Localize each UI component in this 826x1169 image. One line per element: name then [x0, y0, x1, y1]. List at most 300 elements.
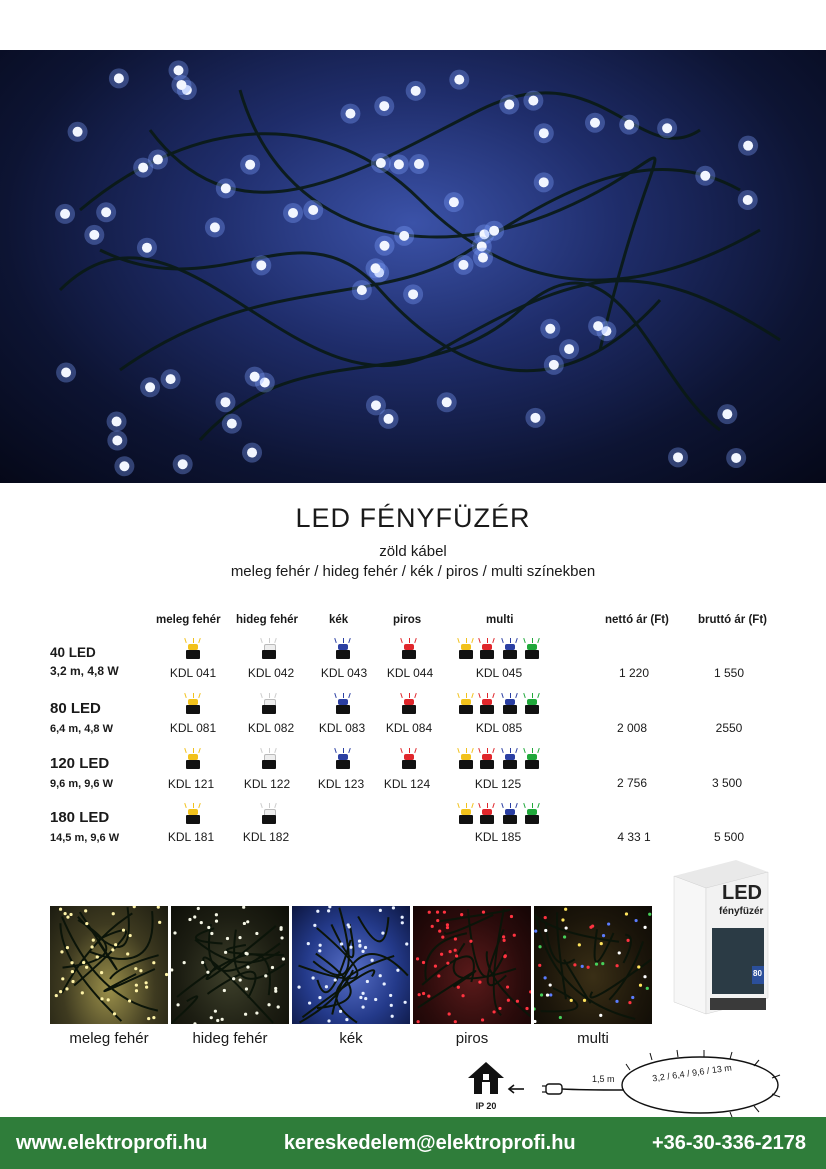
led-bulb: [206, 971, 209, 974]
code-multi: KDL 045: [475, 666, 523, 680]
led-bulb: [60, 950, 63, 953]
led-bulb: [193, 1022, 196, 1024]
led-bulb: [114, 943, 117, 946]
led-bulb: [59, 908, 62, 911]
led-bulb: [648, 913, 651, 916]
led-bulb: [334, 978, 337, 981]
led-bulb: [618, 951, 621, 954]
wire-strand: [422, 956, 474, 985]
led-bulb: [318, 996, 321, 999]
led-bulb: [538, 945, 541, 948]
led-bulb: [545, 324, 555, 334]
led-bulb: [449, 197, 459, 207]
wire-strand: [60, 923, 121, 1021]
led-bulb: [540, 993, 543, 996]
led-cold-icon: [262, 699, 276, 713]
led-bulb: [383, 982, 386, 985]
led-bulb: [197, 907, 200, 910]
led-bulb: [210, 1016, 213, 1019]
led-bulb: [498, 1007, 501, 1010]
led-bulb: [601, 962, 604, 965]
swatch-label: multi: [577, 1030, 609, 1047]
led-bulb: [361, 992, 364, 995]
led-bulb: [528, 96, 538, 106]
led-bulb: [625, 912, 628, 915]
led-bulb: [525, 1007, 528, 1010]
led-bulb: [129, 934, 132, 937]
led-bulb: [428, 911, 431, 914]
led-multi-icon: [459, 644, 473, 658]
led-bulb: [454, 75, 464, 85]
led-bulb: [238, 936, 241, 939]
led-bulb: [489, 226, 499, 236]
led-bulb: [244, 1013, 247, 1016]
led-bulb: [73, 127, 83, 137]
led-bulb: [673, 452, 683, 462]
led-bulb: [371, 400, 381, 410]
led-count: 40 LED: [50, 645, 96, 660]
led-bulb: [327, 909, 330, 912]
led-bulb: [504, 100, 514, 110]
led-bulb: [607, 922, 610, 925]
led-bulb: [404, 1001, 407, 1004]
led-bulb: [349, 946, 352, 949]
led-bulb: [66, 946, 69, 949]
led-blue-icon: [336, 644, 350, 658]
led-bulb: [158, 921, 161, 924]
led-bulb: [308, 1001, 311, 1004]
swatch-photo: [413, 906, 531, 1024]
led-bulb: [637, 965, 640, 968]
led-bulb: [602, 934, 605, 937]
led-bulb: [145, 382, 155, 392]
led-bulb: [147, 1017, 150, 1020]
led-bulb: [399, 231, 409, 241]
led-bulb: [101, 207, 111, 217]
led-bulb: [173, 931, 176, 934]
led-bulb: [583, 999, 586, 1002]
led-red-icon: [402, 644, 416, 658]
led-bulb: [503, 955, 506, 958]
led-bulb: [81, 991, 84, 994]
led-bulb: [590, 118, 600, 128]
led-bulb: [599, 1014, 602, 1017]
led-bulb: [226, 937, 229, 940]
led-bulb: [279, 928, 282, 931]
led-bulb: [478, 981, 481, 984]
package-badge: 80: [753, 969, 762, 978]
led-multi-icon: [459, 699, 473, 713]
led-bulb: [223, 989, 226, 992]
led-bulb: [544, 929, 547, 932]
row-label: [50, 809, 119, 844]
led-bulb: [411, 86, 421, 96]
led-bulb: [357, 285, 367, 295]
led-bulb: [327, 1019, 330, 1022]
led-multi-icon: [503, 699, 517, 713]
col-header-gross-price: bruttó ár (Ft): [698, 614, 767, 626]
led-bulb: [615, 964, 618, 967]
led-bulb: [358, 945, 361, 948]
wire-lead-length: 1,5 m: [592, 1074, 615, 1084]
led-bulb: [345, 1018, 348, 1021]
led-bulb: [340, 942, 343, 945]
led-blue-icon: [336, 699, 350, 713]
led-bulb: [359, 996, 362, 999]
led-bulb: [280, 936, 283, 939]
led-bulb: [227, 419, 237, 429]
code-red: KDL 124: [383, 777, 431, 791]
led-bulb: [448, 1012, 451, 1015]
led-bulb: [626, 939, 629, 942]
led-multi-icon: [525, 644, 539, 658]
led-bulb: [112, 435, 122, 445]
led-bulb: [591, 925, 594, 928]
led-blue-icon: [336, 754, 350, 768]
code-blue: KDL 083: [318, 721, 366, 735]
led-bulb: [215, 913, 218, 916]
led-bulb: [743, 141, 753, 151]
led-bulb: [631, 996, 634, 999]
led-bulb: [374, 998, 377, 1001]
led-count: 80 LED: [50, 700, 101, 717]
led-bulb: [394, 159, 404, 169]
led-bulb: [449, 950, 452, 953]
led-spec: 9,6 m, 9,6 W: [50, 778, 113, 790]
led-bulb: [600, 942, 603, 945]
led-bulb: [539, 128, 549, 138]
led-spec: 14,5 m, 9,6 W: [50, 832, 120, 844]
led-bulb: [513, 934, 516, 937]
led-bulb: [361, 950, 364, 953]
led-bulb: [578, 943, 581, 946]
subtitle-cable: zöld kábel: [379, 543, 447, 560]
led-bulb: [564, 344, 574, 354]
led-bulb: [391, 1015, 394, 1018]
led-bulb: [481, 1018, 484, 1021]
wire-strand: [557, 912, 566, 999]
led-bulb: [440, 953, 443, 956]
led-bulb: [510, 915, 513, 918]
led-bulb: [624, 120, 634, 130]
led-bulb: [61, 977, 64, 980]
led-bulb: [454, 937, 457, 940]
led-bulb: [85, 922, 88, 925]
led-bulb: [92, 939, 95, 942]
led-bulb: [565, 926, 568, 929]
led-bulb: [135, 989, 138, 992]
gross-price: 2550: [715, 721, 743, 735]
led-count: 120 LED: [50, 755, 110, 772]
led-bulb: [267, 1003, 270, 1006]
led-warm-icon: [186, 644, 200, 658]
led-bulb: [243, 922, 246, 925]
led-bulb: [255, 1011, 258, 1014]
led-multi-icon: [459, 809, 473, 823]
led-bulb: [478, 253, 488, 263]
led-bulb: [215, 920, 218, 923]
net-price: 4 33 1: [617, 830, 651, 844]
led-bulb: [277, 1005, 280, 1008]
col-header-cold: hideg fehér: [236, 614, 298, 626]
gross-price: 3 500: [711, 776, 743, 790]
led-bulb: [221, 183, 231, 193]
led-bulb: [126, 952, 129, 955]
led-bulb: [446, 962, 449, 965]
led-bulb: [559, 1016, 562, 1019]
led-bulb: [69, 913, 72, 916]
swatch-photo: [534, 906, 652, 1024]
led-warm-icon: [186, 809, 200, 823]
led-bulb: [297, 986, 300, 989]
code-red: KDL 084: [385, 721, 433, 735]
swatch-multi: [534, 906, 652, 1024]
led-bulb: [210, 932, 213, 935]
led-bulb: [239, 978, 242, 981]
led-bulb: [328, 906, 331, 908]
led-bulb: [71, 980, 74, 983]
swatch-photo: [292, 906, 410, 1024]
led-bulb: [114, 73, 124, 83]
wire-strand: [623, 935, 631, 963]
led-spec: 6,4 m, 4,8 W: [50, 723, 113, 735]
led-bulb: [100, 971, 103, 974]
led-bulb: [246, 965, 249, 968]
col-header-red: piros: [393, 614, 422, 626]
led-bulb: [544, 976, 547, 979]
led-bulb: [436, 911, 439, 914]
led-bulb: [546, 993, 549, 996]
led-bulb: [442, 397, 452, 407]
led-bulb: [529, 990, 531, 993]
row-label: [50, 755, 113, 790]
code-blue: KDL 043: [320, 666, 368, 680]
led-bulb: [220, 397, 230, 407]
led-bulb: [361, 1005, 364, 1008]
led-bulb: [133, 906, 136, 908]
led-multi-icon: [525, 699, 539, 713]
ip-label: IP 20: [475, 1101, 497, 1111]
led-bulb: [318, 949, 321, 952]
led-bulb: [157, 906, 160, 909]
led-bulb: [561, 918, 564, 921]
subtitle-colors: meleg fehér / hideg fehér / kék / piros / multi színekben: [230, 563, 596, 580]
swatch-cold-white: [171, 906, 289, 1024]
led-bulb: [112, 417, 122, 427]
led-bulb: [364, 946, 367, 949]
led-bulb: [422, 992, 425, 995]
led-bulb: [247, 448, 257, 458]
net-price: 2 756: [616, 776, 648, 790]
led-bulb: [416, 957, 419, 960]
led-bulb: [441, 936, 444, 939]
led-bulb: [539, 177, 549, 187]
led-bulb: [418, 993, 421, 996]
led-bulb: [534, 1020, 537, 1023]
led-bulb: [245, 160, 255, 170]
footer-phone[interactable]: +36-30-336-2178: [651, 1131, 806, 1154]
led-bulb: [436, 919, 439, 922]
gross-price: 5 500: [713, 830, 745, 844]
led-bulb: [366, 980, 369, 983]
led-bulb: [271, 966, 274, 969]
led-bulb: [414, 159, 424, 169]
led-bulb: [376, 158, 386, 168]
led-bulb: [646, 987, 649, 990]
led-bulb: [139, 969, 142, 972]
led-bulb: [113, 1012, 116, 1015]
gross-price: 1 550: [713, 666, 745, 680]
swatch-red: [413, 906, 531, 1024]
led-bulb: [112, 912, 115, 915]
led-bulb: [274, 987, 277, 990]
led-bulb: [700, 171, 710, 181]
led-bulb: [188, 918, 191, 921]
led-bulb: [587, 966, 590, 969]
led-bulb: [100, 997, 103, 1000]
led-bulb: [138, 163, 148, 173]
led-bulb: [392, 906, 395, 909]
led-bulb: [61, 368, 71, 378]
led-bulb: [339, 1010, 342, 1013]
led-multi-icon: [480, 699, 494, 713]
led-bulb: [507, 999, 510, 1002]
wire-strand: [358, 916, 388, 941]
led-bulb: [201, 961, 204, 964]
led-bulb: [152, 1016, 155, 1019]
led-bulb: [135, 984, 138, 987]
swatch-label: hideg fehér: [192, 1030, 268, 1047]
led-bulb: [422, 961, 425, 964]
led-bulb: [492, 1010, 495, 1013]
led-bulb: [538, 964, 541, 967]
led-bulb: [371, 959, 374, 962]
wire-strand: [535, 914, 635, 1019]
led-warm-icon: [186, 699, 200, 713]
led-warm-icon: [186, 754, 200, 768]
led-bulb: [731, 453, 741, 463]
code-cold: KDL 122: [243, 777, 291, 791]
led-bulb: [214, 1010, 217, 1013]
led-bulb: [242, 906, 245, 909]
led-bulb: [437, 974, 440, 977]
row-label: [50, 645, 119, 678]
led-string-photo: [0, 50, 826, 483]
led-bulb: [64, 912, 67, 915]
led-bulb: [71, 970, 74, 973]
led-bulb: [401, 916, 404, 919]
led-bulb: [152, 961, 155, 964]
led-bulb: [458, 260, 468, 270]
footer-bar: [0, 1117, 826, 1169]
code-cold: KDL 082: [247, 721, 295, 735]
led-bulb: [455, 954, 458, 957]
led-bulb: [446, 923, 449, 926]
code-multi: KDL 185: [474, 830, 522, 844]
led-bulb: [628, 1001, 631, 1004]
code-cold: KDL 182: [242, 830, 290, 844]
col-header-warm: meleg fehér: [156, 614, 221, 626]
led-bulb: [70, 961, 73, 964]
code-blue: KDL 123: [317, 777, 365, 791]
wire-strand: [494, 909, 504, 1016]
code-multi: KDL 085: [475, 721, 523, 735]
led-bulb: [210, 222, 220, 232]
led-bulb: [55, 994, 58, 997]
led-bulb: [634, 919, 637, 922]
led-bulb: [549, 360, 559, 370]
led-bulb: [593, 321, 603, 331]
led-bulb: [443, 911, 446, 914]
led-bulb: [401, 921, 404, 924]
led-bulb: [549, 993, 552, 996]
swatch-photo: [50, 906, 168, 1024]
net-price: 2 008: [616, 721, 648, 735]
footer-email-link[interactable]: kereskedelem@elektroprofi.hu: [283, 1131, 576, 1154]
led-bulb: [176, 80, 186, 90]
col-header-net-price: nettó ár (Ft): [605, 614, 669, 626]
led-bulb: [207, 926, 210, 929]
led-bulb: [461, 994, 464, 997]
led-bulb: [643, 926, 646, 929]
led-bulb: [282, 957, 285, 960]
led-bulb: [534, 930, 537, 933]
led-cold-icon: [262, 644, 276, 658]
code-warm: KDL 041: [169, 666, 217, 680]
led-bulb: [224, 951, 227, 954]
led-bulb: [469, 940, 472, 943]
led-bulb: [89, 230, 99, 240]
led-bulb: [122, 929, 125, 932]
led-multi-icon: [480, 644, 494, 658]
led-bulb: [165, 973, 168, 976]
led-bulb: [573, 963, 576, 966]
led-bulb: [389, 994, 392, 997]
led-bulb: [308, 205, 318, 215]
led-bulb: [84, 909, 87, 912]
led-bulb: [316, 910, 319, 913]
led-bulb: [595, 963, 598, 966]
led-bulb: [396, 969, 399, 972]
led-bulb: [408, 289, 418, 299]
led-multi-icon: [503, 644, 517, 658]
led-bulb: [506, 985, 509, 988]
led-bulb: [171, 968, 173, 971]
led-bulb: [639, 984, 642, 987]
package-box-image: [664, 858, 770, 1016]
led-bulb: [60, 209, 70, 219]
led-bulb: [193, 915, 196, 918]
led-bulb: [615, 1000, 618, 1003]
led-bulb: [200, 921, 203, 924]
led-bulb: [570, 999, 573, 1002]
led-bulb: [643, 975, 646, 978]
wire-strand: [454, 943, 516, 978]
led-bulb: [319, 944, 322, 947]
led-bulb: [178, 459, 188, 469]
led-multi-icon: [503, 754, 517, 768]
led-bulb: [379, 909, 382, 912]
row-label: [50, 700, 113, 735]
led-bulb: [431, 925, 434, 928]
code-cold: KDL 042: [247, 666, 295, 680]
wire-strand: [609, 941, 643, 999]
footer-website-link[interactable]: www.elektroprofi.hu: [16, 1131, 208, 1154]
code-warm: KDL 121: [167, 777, 215, 791]
led-bulb: [454, 1020, 457, 1023]
led-cold-icon: [262, 754, 276, 768]
led-bulb: [142, 243, 152, 253]
